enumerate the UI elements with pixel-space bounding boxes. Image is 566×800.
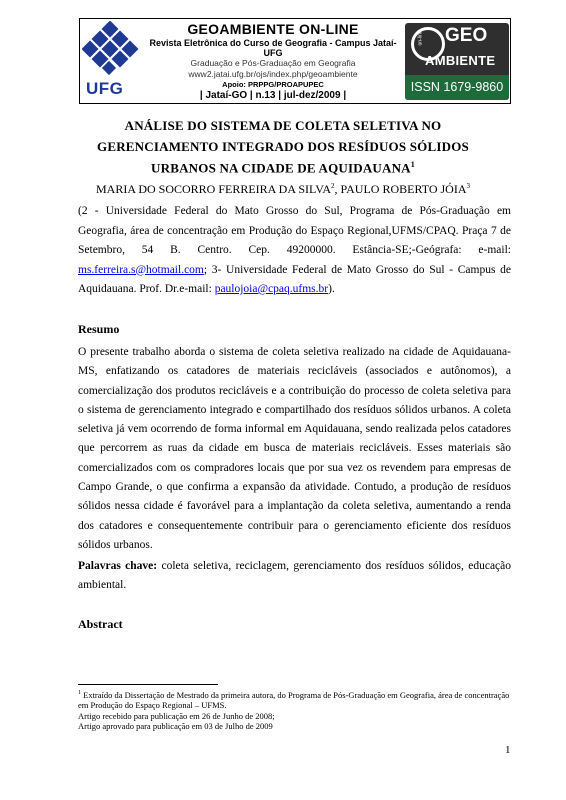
keywords-label: Palavras chave: (78, 560, 158, 572)
footnote-marker: 1 (78, 690, 81, 696)
article-title-line1: ANÁLISE DO SISTEMA DE COLETA SELETIVA NO (124, 118, 442, 133)
journal-title: GEOAMBIENTE ON-LINE (187, 21, 359, 37)
footnote-line1 (78, 688, 511, 711)
author1-sup: 2 (331, 182, 335, 190)
authors (60, 182, 506, 197)
affiliation-text-3: ). (328, 283, 335, 295)
keywords-text: coleta seletiva, reciclagem, gerenciamento dos resíduos sólidos, educação ambiental. (78, 560, 512, 592)
journal-header (79, 18, 511, 104)
badge-ambiente-text: AMBIENTE (425, 53, 496, 68)
header-center (142, 19, 404, 103)
journal-edition: | Jataí-GO | n.13 | jul-dez/2009 | (199, 90, 347, 101)
footnote-line3: Artigo aprovado para publicação em 03 de Julho de 2009 (78, 721, 273, 732)
resumo-heading: Resumo (78, 322, 120, 336)
journal-program: Graduação e Pós-Graduação em Geografia (190, 58, 356, 68)
badge-online-text: on-line (417, 30, 424, 46)
page-number: 1 (505, 744, 511, 756)
email-link-2[interactable]: paulojoia@cpaq.ufms.br (214, 283, 329, 295)
journal-support: Apoio: PRPPG/PROAPUPEC (222, 80, 324, 89)
journal-url[interactable]: www2.jatai.ufg.br/ojs/index.php/geoambiente (188, 69, 358, 79)
abstract-heading: Abstract (78, 617, 123, 631)
affiliation-text-1: (2 - Universidade Federal do Mato Grosso do Sul, Programa de Pós-Graduação em Geografia, área de concentração em Produção do Espaço Regional,UFMS/CPAQ. Praça 7 de Setembro, 54 B. Centro. Cep. 49200000. Estância-SE;-Geógrafa: e-mail: (78, 205, 511, 256)
article-title-line2: GERENCIAMENTO INTEGRADO DOS RESÍDUOS SÓLIDOS (97, 139, 469, 154)
author-separator: , (334, 182, 341, 196)
author2: PAULO ROBERTO JÓIA (340, 182, 467, 196)
keywords (78, 557, 511, 596)
footnote-line1-text: Extraído da Dissertação de Mestrado da primeira autora, do Programa de Pós-Graduação em Geografia, área de concentração em Produção do Espaço Regional – UFMS. (78, 689, 510, 711)
article-title-line3-text: URBANOS NA CIDADE DE AQUIDAUANA (151, 160, 411, 176)
ufg-logo-text: UFG (86, 79, 124, 98)
affiliation (78, 202, 511, 300)
affiliation-text-2: ; 3- Universidade Federal de Mato Grosso do Sul - Campus de Aquidauana. Prof. Dr.e-mail: (78, 263, 511, 295)
ufg-logo (82, 21, 140, 101)
badge-issn: ISSN 1679-9860 (405, 75, 509, 100)
badge-geo-text: GEO (445, 25, 488, 46)
email-link-1[interactable]: ms.ferreira.s@hotmail.com (78, 263, 204, 276)
author2-sup: 3 (466, 182, 471, 190)
footnote-line2: Artigo recebido para publicação em 26 de Junho de 2008; (78, 710, 275, 721)
author1: MARIA DO SOCORRO FERREIRA DA SILVA (95, 182, 332, 196)
resumo-text: O presente trabalho aborda o sistema de coleta seletiva realizado na cidade de Aquidauana-MS, enfatizando os catadores de materiais recicláveis (associados e autônomos), a comercialização dos produtos recicláveis e a contribuição do processo de coleta seletiva para o sistema de gerenciamento integrado e compartilhado dos resíduos sólidos urbanos. A coleta seletiva já vem ocorrendo de forma informal em Aquidauana, sendo realizada pelos catadores que percorrem as ruas da cidade em busca de materiais recicláveis. Esses materiais são comercializados com os compradores locais que por sua vez os revendem para empresas de Campo Grande, o que confirma a expansão da atividade. Contudo, a produção de resíduos sólidos nessa cidade é favorável para a implantação da coleta seletiva, aumentando a renda dos catadores e consequentemente contribuir para o gerenciamento eficiente dos resíduos sólidos urbanos. (78, 346, 511, 551)
footnote (78, 688, 511, 732)
ufg-cube-icon (82, 21, 140, 77)
journal-subtitle: Revista Eletrônica do Curso de Geografia - Campus Jataí- UFG (149, 38, 397, 58)
article-title-line3 (60, 160, 506, 176)
footnote-rule (78, 684, 218, 685)
title-footnote-marker[interactable]: 1 (410, 160, 415, 169)
geoambiente-badge (405, 23, 509, 100)
